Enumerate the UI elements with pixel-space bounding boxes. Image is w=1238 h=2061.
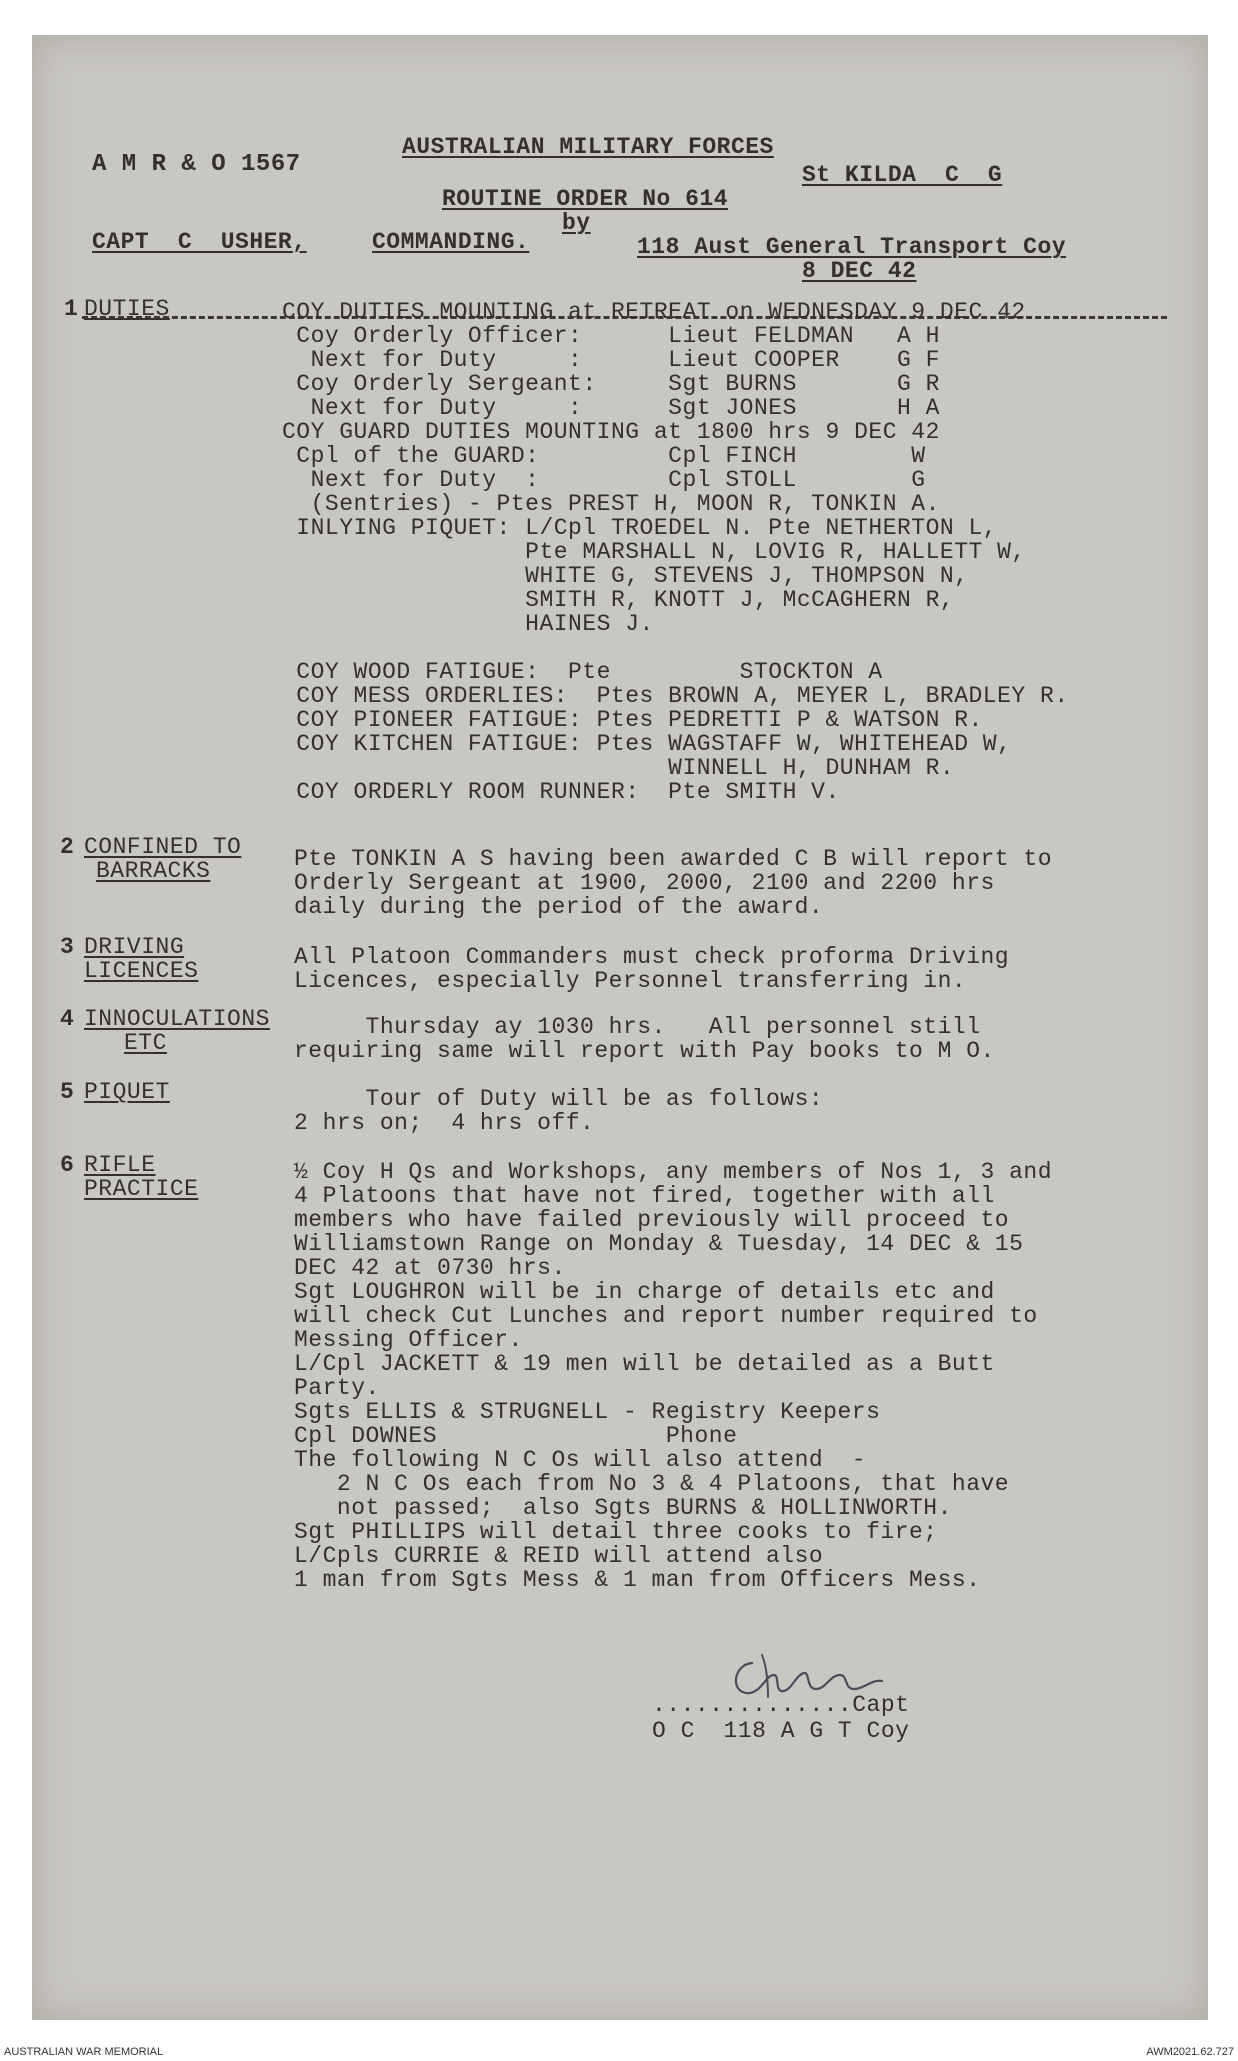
rifle-line: Sgt PHILLIPS will detail three cooks to fire; [294,1519,938,1545]
innoc-line: Thursday ay 1030 hrs. All personnel still [294,1014,981,1040]
section-number: 5 [60,1079,75,1105]
commanding-label: COMMANDING. [372,229,530,255]
section-heading-rifle-1: RIFLE [84,1152,156,1178]
duties-line: Cpl of the GUARD: Cpl FINCH W [282,443,926,469]
section-heading-innoc-2: ETC [124,1030,167,1056]
cb-line: Pte TONKIN A S having been awarded C B will report to [294,846,1053,872]
duties-line: Pte MARSHALL N, LOVIG R, HALLETT W, [282,539,1026,565]
rifle-line: 4 Platoons that have not fired, together with all [294,1183,995,1209]
footer-accession-number: AWM2021.62.727 [1146,2046,1234,2058]
rifle-line: DEC 42 at 0730 hrs. [294,1255,566,1281]
reference-number: A M R & O 1567 [92,151,301,178]
duties-line: COY ORDERLY ROOM RUNNER: Pte SMITH V. [282,779,840,805]
rifle-line: Sgts ELLIS & STRUGNELL - Registry Keepers [294,1399,881,1425]
duties-line: WHITE G, STEVENS J, THOMPSON N, [282,563,969,589]
rifle-line: Party. [294,1375,380,1401]
section-number: 6 [60,1152,75,1178]
duties-line: COY KITCHEN FATIGUE: Ptes WAGSTAFF W, WHITEHEAD W, [282,731,1012,757]
section-number: 4 [60,1006,75,1032]
document-page [32,35,1208,2020]
duties-line: COY GUARD DUTIES MOUNTING at 1800 hrs 9 DEC 42 [282,419,940,445]
section-heading-cb-1: CONFINED TO [84,834,242,860]
section-heading-innoc-1: INNOCULATIONS [84,1006,270,1032]
duties-line: COY PIONEER FATIGUE: Ptes PEDRETTI P & WATSON R. [282,707,983,733]
duties-line: Next for Duty : Sgt JONES H A [282,395,940,421]
rifle-line: 1 man from Sgts Mess & 1 man from Officers Mess. [294,1567,981,1593]
order-date: 8 DEC 42 [802,258,917,284]
driving-line: Licences, especially Personnel transferring in. [294,968,967,994]
duties-line: Coy Orderly Sergeant: Sgt BURNS G R [282,371,940,397]
rifle-line: not passed; also Sgts BURNS & HOLLINWORTH. [294,1495,952,1521]
duties-line: Coy Orderly Officer: Lieut FELDMAN A H [282,323,940,349]
unit-name: 118 Aust General Transport Coy [637,234,1067,260]
cb-line: daily during the period of the award. [294,894,824,920]
rifle-line: will check Cut Lunches and report number required to [294,1303,1038,1329]
signature-title: O C 118 A G T Coy [652,1718,910,1744]
duties-line: WINNELL H, DUNHAM R. [282,755,955,781]
section-number: 1 [64,296,79,322]
duties-line: SMITH R, KNOTT J, McCAGHERN R, [282,587,955,613]
rifle-line: L/Cpl JACKETT & 19 men will be detailed as a Butt [294,1351,995,1377]
duties-line: COY MESS ORDERLIES: Ptes BROWN A, MEYER L, BRADLEY R. [282,683,1069,709]
section-heading-driving-1: DRIVING [84,934,185,960]
organisation-title: AUSTRALIAN MILITARY FORCES [402,134,774,160]
order-title: ROUTINE ORDER No 614 [442,186,729,212]
rifle-line: 2 N C Os each from No 3 & 4 Platoons, that have [294,1471,1010,1497]
rifle-line: Cpl DOWNES Phone [294,1423,738,1449]
duties-line: COY WOOD FATIGUE: Pte STOCKTON A [282,659,883,685]
section-heading-duties: DUTIES [84,296,170,322]
duties-line: INLYING PIQUET: L/Cpl TROEDEL N. Pte NETHERTON L, [282,515,998,541]
innoc-line: requiring same will report with Pay books to M O. [294,1038,995,1064]
duties-line: HAINES J. [282,611,654,637]
duties-line: Next for Duty : Lieut COOPER G F [282,347,940,373]
order-by: by [562,210,591,236]
rifle-line: Messing Officer. [294,1327,523,1353]
duties-line: (Sentries) - Ptes PREST H, MOON R, TONKIN A. [282,491,940,517]
rifle-line: ½ Coy H Qs and Workshops, any members of Nos 1, 3 and [294,1159,1053,1185]
driving-line: All Platoon Commanders must check proforma Driving [294,944,1010,970]
rifle-line: The following N C Os will also attend - [294,1447,867,1473]
section-heading-driving-2: LICENCES [84,958,199,984]
rifle-line: Williamstown Range on Monday & Tuesday, 14 DEC & 15 [294,1231,1024,1257]
cb-line: Orderly Sergeant at 1900, 2000, 2100 and 2200 hrs [294,870,995,896]
footer-institution: AUSTRALIAN WAR MEMORIAL [4,2046,164,2058]
location: St KILDA C G [802,162,1003,188]
duties-line: COY DUTIES MOUNTING at RETREAT on WEDNESDAY 9 DEC 42 [282,299,1026,325]
piquet-line: 2 hrs on; 4 hrs off. [294,1110,595,1136]
rifle-line: L/Cpls CURRIE & REID will attend also [294,1543,824,1569]
section-heading-cb-2: BARRACKS [96,858,211,884]
signature-rank-line: ..............Capt [652,1692,910,1718]
section-number: 2 [60,834,75,860]
rifle-line: Sgt LOUGHRON will be in charge of details etc and [294,1279,995,1305]
duties-line: Next for Duty : Cpl STOLL G [282,467,926,493]
section-heading-rifle-2: PRACTICE [84,1176,199,1202]
piquet-line: Tour of Duty will be as follows: [294,1086,824,1112]
section-number: 3 [60,934,75,960]
commander-name: CAPT C USHER, [92,229,307,255]
rifle-line: members who have failed previously will proceed to [294,1207,1010,1233]
section-heading-piquet: PIQUET [84,1079,170,1105]
